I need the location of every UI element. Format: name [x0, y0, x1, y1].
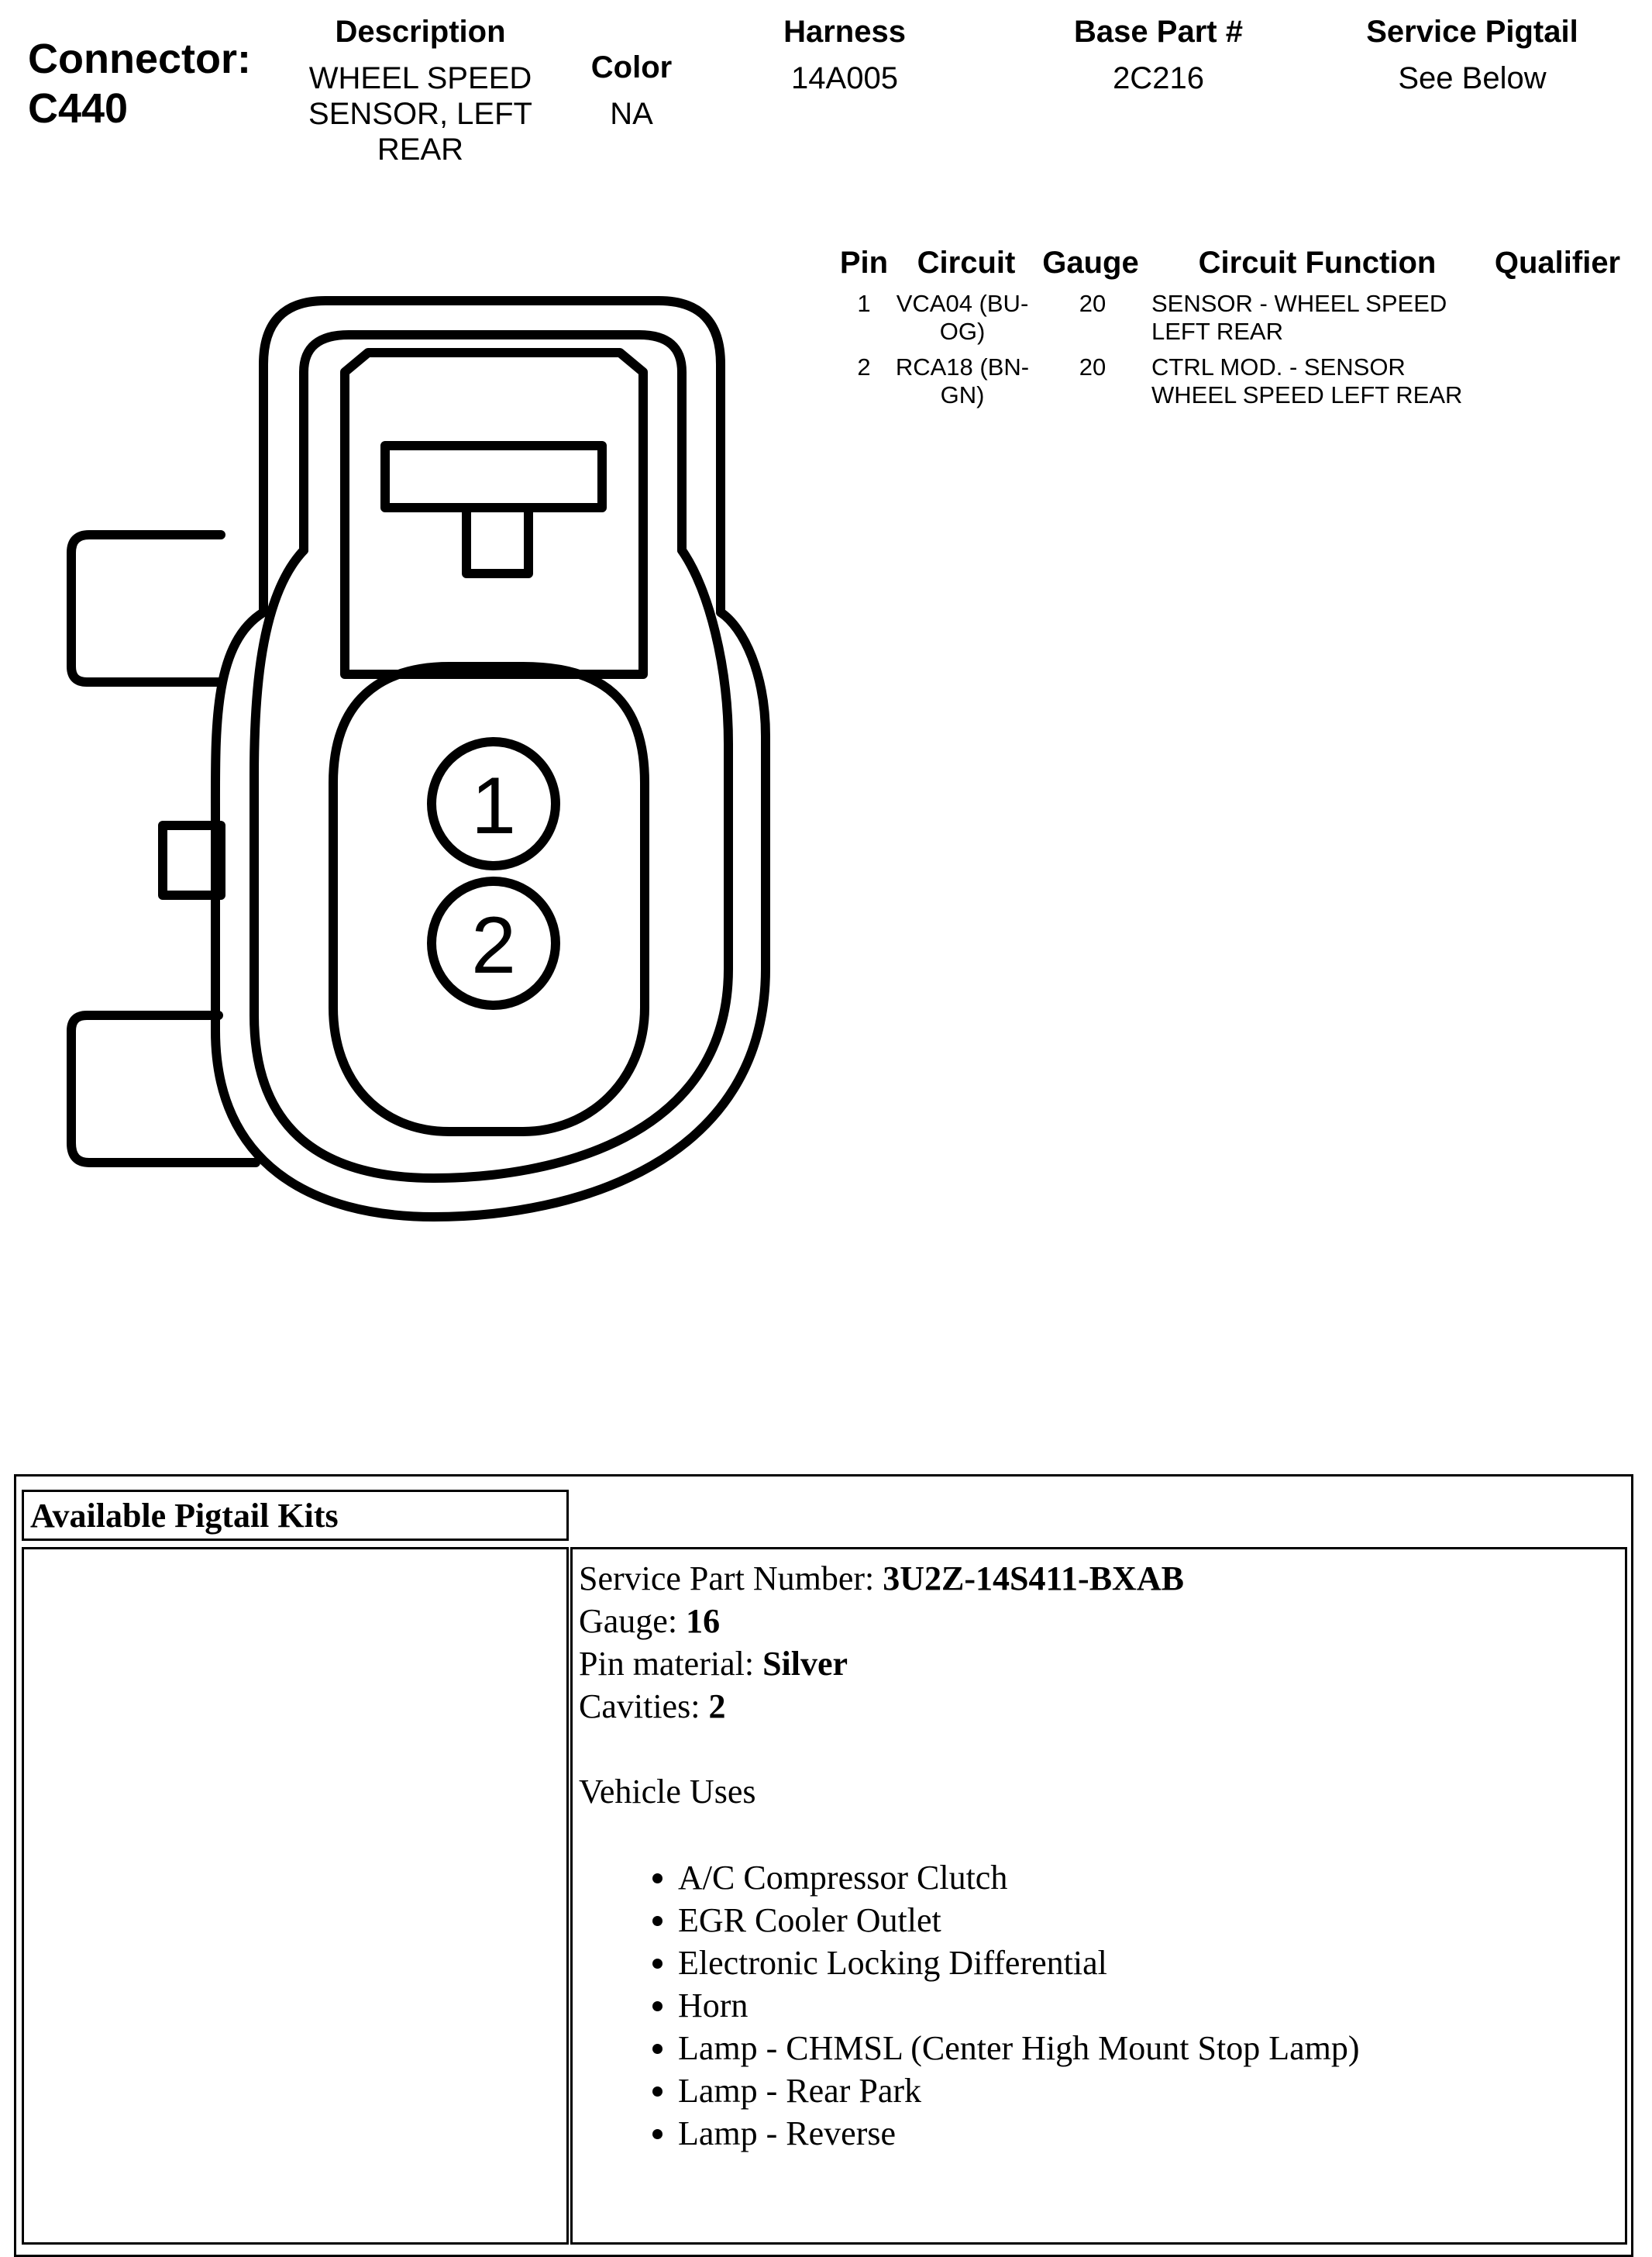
pin-number: 1 [857, 290, 871, 317]
pin-function-line: WHEEL SPEED LEFT REAR [1151, 381, 1463, 408]
service-part-label: Service Part Number: [579, 1559, 883, 1597]
description-value: WHEEL SPEED SENSOR, LEFT REAR [308, 61, 532, 167]
lower-side-latch [71, 1015, 256, 1163]
pin-circuit [893, 353, 1032, 409]
pin-circuit-line: VCA04 (BU- [896, 290, 1029, 317]
pigtail-image-cell [22, 1547, 569, 2245]
pin-circuit-line: OG) [939, 318, 986, 345]
vehicle-uses-label: Vehicle Uses [579, 1773, 756, 1811]
pin-gauge: 20 [1079, 290, 1106, 317]
lock-tab-outer [263, 301, 721, 612]
pin-function-line: SENSOR - WHEEL SPEED [1151, 290, 1447, 317]
pin-material-label: Pin material: [579, 1645, 763, 1683]
list-item: • A/C Compressor Clutch [678, 1856, 1625, 1899]
base-part-value: 2C216 [1113, 61, 1204, 95]
pin-material-spec [579, 1642, 1625, 1685]
pin-function [1151, 353, 1477, 409]
list-item: • Lamp - CHMSL (Center High Mount Stop Lamp) [678, 2027, 1625, 2069]
vehicle-uses-list [579, 1856, 1625, 2155]
cavities-spec [579, 1685, 1625, 1728]
connector-diagram [0, 279, 790, 1232]
pin-2-label: 2 [471, 901, 516, 991]
gauge-column-header: Gauge [1042, 246, 1139, 280]
harness-value: 14A005 [791, 61, 898, 95]
list-item: • Horn [678, 1984, 1625, 2027]
connector-id: C440 [28, 85, 129, 132]
circuit-column-header: Circuit [917, 246, 1016, 280]
list-item: • Lamp - Reverse [678, 2112, 1625, 2155]
harness-header: Harness [783, 15, 906, 49]
pin-material-value: Silver [762, 1645, 848, 1683]
function-column-header: Circuit Function [1198, 246, 1437, 280]
pigtail-details-cell [570, 1547, 1627, 2245]
service-part-number [579, 1557, 1625, 1600]
gauge-spec [579, 1600, 1625, 1642]
list-item: • EGR Cooler Outlet [678, 1899, 1625, 1942]
connector-label: Connector: [28, 36, 251, 82]
connector-title [28, 34, 251, 133]
latch-window [345, 353, 643, 674]
pin-number: 2 [857, 353, 871, 381]
pin-column-header: Pin [839, 246, 889, 280]
pin-function [1151, 290, 1477, 346]
pin-function-line: CTRL MOD. - SENSOR [1151, 353, 1406, 381]
service-part-value: 3U2Z-14S411-BXAB [883, 1559, 1184, 1597]
latch-window-inner [385, 446, 602, 508]
latch-notch [466, 508, 528, 574]
cavities-value: 2 [708, 1687, 726, 1725]
upper-side-latch [71, 535, 221, 682]
qualifier-column-header: Qualifier [1494, 246, 1621, 280]
gauge-label: Gauge: [579, 1602, 687, 1640]
description-header: Description [335, 15, 506, 49]
pin-circuit-line: GN) [940, 381, 985, 408]
pigtail-kits-title: Available Pigtail Kits [22, 1490, 569, 1541]
cavities-label: Cavities: [579, 1687, 709, 1725]
pin-function-line: LEFT REAR [1151, 318, 1283, 345]
base-part-header: Base Part # [1074, 15, 1243, 49]
color-value: NA [610, 97, 653, 131]
pin-gauge: 20 [1079, 353, 1106, 381]
pin-circuit [893, 290, 1032, 346]
list-item: • Lamp - Rear Park [678, 2069, 1625, 2112]
pin-cavity-face [333, 667, 645, 1132]
gauge-value: 16 [686, 1602, 721, 1640]
list-item: • Electronic Locking Differential [678, 1942, 1625, 1984]
color-header: Color [590, 50, 673, 84]
pin-circuit-line: RCA18 (BN- [895, 353, 1030, 381]
service-pigtail-value: See Below [1398, 61, 1547, 95]
pin-1-label: 1 [471, 761, 516, 851]
service-pigtail-header: Service Pigtail [1366, 15, 1578, 49]
